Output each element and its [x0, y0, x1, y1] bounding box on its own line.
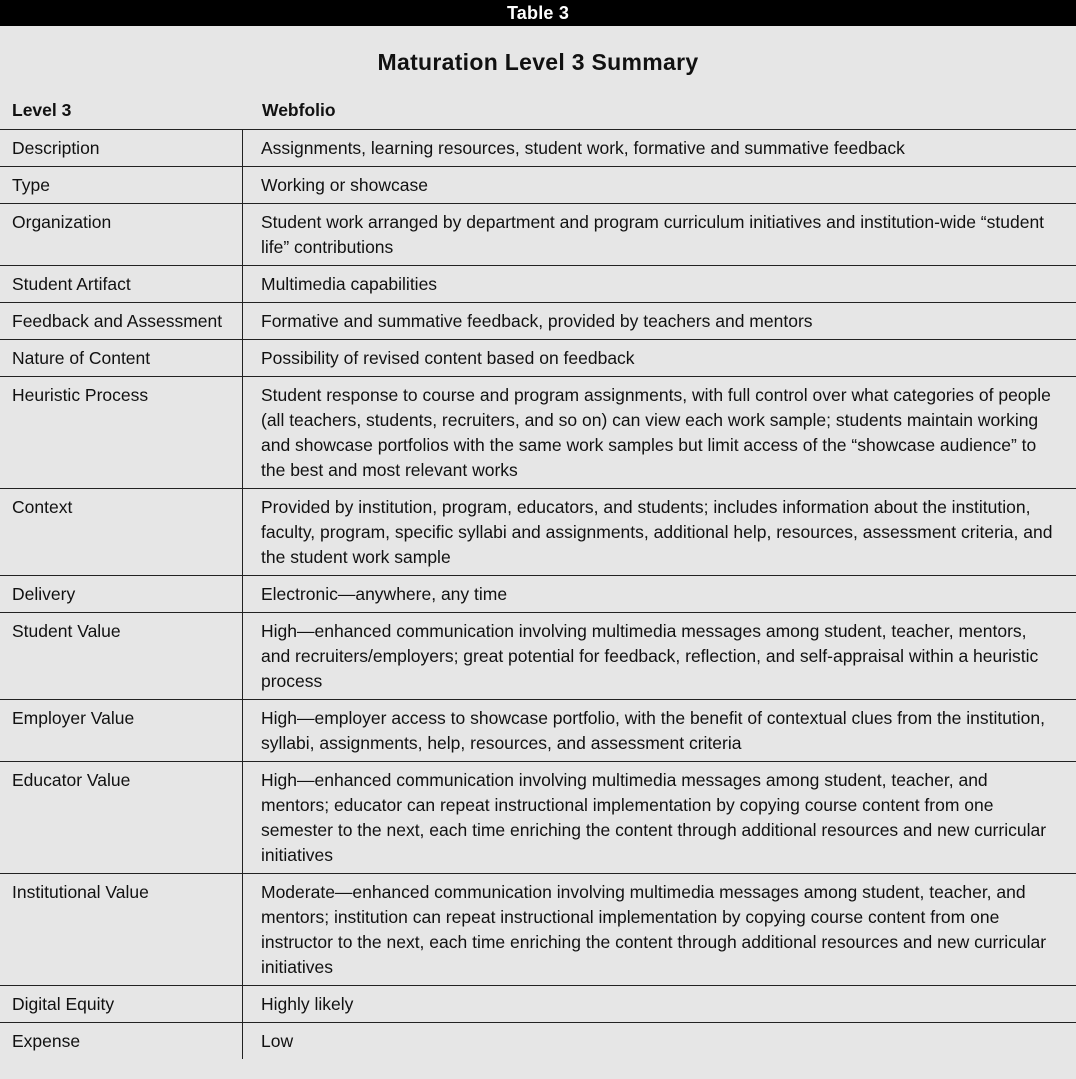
row-value: Multimedia capabilities	[261, 274, 438, 294]
row-label: Employer Value	[0, 700, 243, 761]
row-value: High—employer access to showcase portfolio, with the benefit of contextual clues from the institution, syllabi, assignments, help, resources, and assessment criteria	[261, 708, 1046, 753]
table-row	[0, 130, 1076, 167]
table-row	[0, 266, 1076, 303]
row-value: Moderate—enhanced communication involving multimedia messages among student, teacher, and mentors; institution can repeat instructional implementation by copying course content from one instructor to the next, each time enriching the content through additional resources and new curricular initiatives	[261, 882, 1047, 977]
row-label: Educator Value	[0, 762, 243, 873]
row-value: Possibility of revised content based on feedback	[261, 348, 635, 368]
row-label: Institutional Value	[0, 874, 243, 985]
row-label: Feedback and Assessment	[0, 303, 243, 339]
table-body	[0, 130, 1076, 1059]
row-label: Expense	[0, 1023, 243, 1059]
table-row	[0, 762, 1076, 874]
table-header-row	[0, 97, 1076, 130]
row-value: Provided by institution, program, educators, and students; includes information about the institution, faculty, program, specific syllabi and assignments, additional help, resources, assessment criteria, and the student work sample	[261, 497, 1053, 567]
table-row	[0, 167, 1076, 204]
row-value: High—enhanced communication involving multimedia messages among student, teacher, and mentors; educator can repeat instructional implementation by copying course content from one semester to the next, each time enriching the content through additional resources and new curricular initiatives	[261, 770, 1047, 865]
table-row	[0, 303, 1076, 340]
table-row	[0, 489, 1076, 576]
row-label: Description	[0, 130, 243, 166]
row-value: Student work arranged by department and program curriculum initiatives and institution-wide “student life” contributions	[261, 212, 1045, 257]
table-title: Maturation Level 3 Summary	[377, 49, 699, 75]
row-label: Organization	[0, 204, 243, 265]
table-row	[0, 700, 1076, 762]
row-value: Working or showcase	[261, 175, 428, 195]
table-row	[0, 986, 1076, 1023]
table-row	[0, 576, 1076, 613]
table-label: Table 3	[0, 0, 1076, 26]
row-value: Assignments, learning resources, student work, formative and summative feedback	[261, 138, 905, 158]
row-value: Electronic—anywhere, any time	[261, 584, 508, 604]
column-header-webfolio: Webfolio	[262, 100, 336, 120]
row-label: Digital Equity	[0, 986, 243, 1022]
table-row	[0, 613, 1076, 700]
row-label: Type	[0, 167, 243, 203]
table-row	[0, 1023, 1076, 1059]
row-value: Highly likely	[261, 994, 354, 1014]
row-label: Heuristic Process	[0, 377, 243, 488]
row-value: Formative and summative feedback, provided by teachers and mentors	[261, 311, 813, 331]
row-label: Delivery	[0, 576, 243, 612]
table-row	[0, 377, 1076, 489]
row-value: High—enhanced communication involving multimedia messages among student, teacher, mentors, and recruiters/employers; great potential for feedback, reflection, and self-appraisal within a heuristic process	[261, 621, 1039, 691]
row-value: Low	[261, 1031, 294, 1051]
column-header-level: Level 3	[12, 100, 72, 120]
row-label: Nature of Content	[0, 340, 243, 376]
row-label: Student Artifact	[0, 266, 243, 302]
row-label: Student Value	[0, 613, 243, 699]
table-row	[0, 874, 1076, 986]
row-label: Context	[0, 489, 243, 575]
table-row	[0, 204, 1076, 266]
row-value: Student response to course and program assignments, with full control over what categories of people (all teachers, students, recruiters, and so on) can view each work sample; students maintain working and showcase portfolios with the same work samples but limit access of the “showcase audience” to the best and most relevant works	[261, 385, 1051, 480]
table-row	[0, 340, 1076, 377]
